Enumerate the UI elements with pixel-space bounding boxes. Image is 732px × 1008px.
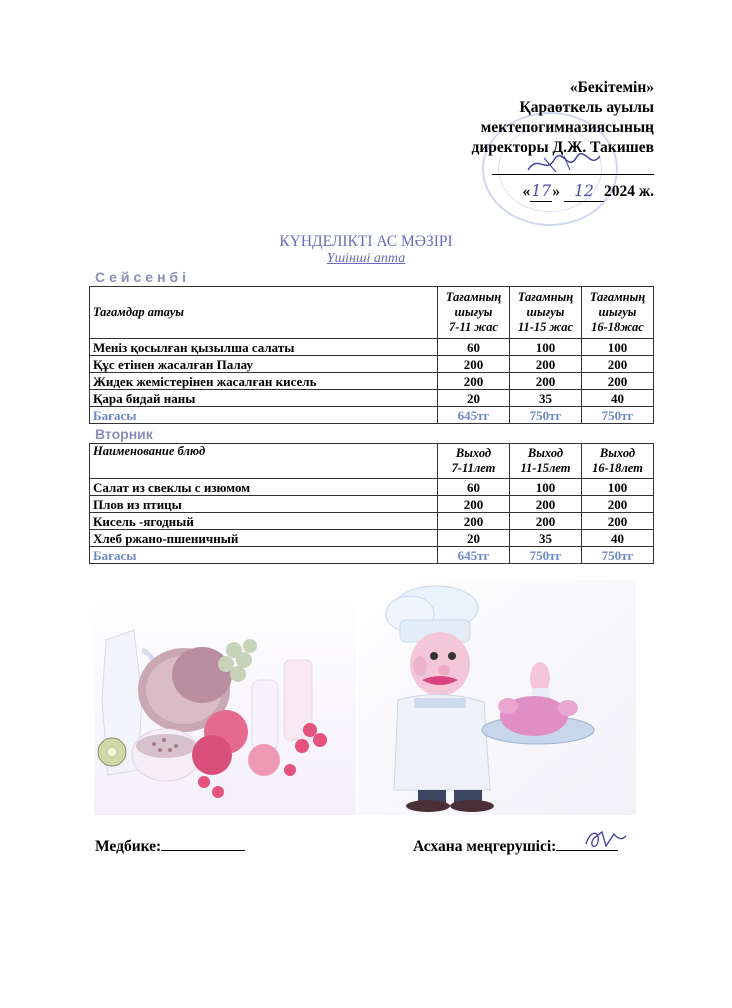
portion-value: 200 [510,373,582,390]
header-age-16-18: Тағамның шығуы 16-18жас [582,287,654,339]
table-row [90,530,654,547]
approval-village: Қараөткель ауылы [519,99,654,116]
approval-heading: «Бекітемін» [569,79,654,96]
portion-value: 200 [438,373,510,390]
portion-value: 100 [510,339,582,356]
portion-value: 200 [510,513,582,530]
header-age-16-18: Выход 16-18лет [582,444,654,479]
price-value: 645тг [438,407,510,424]
price-value: 750тг [510,547,582,564]
menu-table-kz [89,286,654,424]
table-row [90,373,654,390]
date-day: 17 [531,182,552,200]
header-dish-name: Тағамдар атауы [90,287,438,339]
header-age-11-15: Тағамның шығуы 11-15 жас [510,287,582,339]
portion-value: 35 [510,390,582,407]
price-label: Бағасы [90,547,438,564]
portion-value: 100 [582,479,654,496]
canteen-head-signature [580,826,630,852]
chef-illustration [358,580,636,815]
table-row [90,496,654,513]
dish-name: Салат из свеклы с изюмом [90,479,438,496]
food-illustration [94,580,356,815]
portion-value: 20 [438,530,510,547]
price-value: 750тг [582,407,654,424]
portion-value: 100 [510,479,582,496]
date-quote-close: » [552,183,560,200]
menu-title: КҮНДЕЛІКТІ АС МӘЗІРІ [279,233,453,250]
dish-name: Хлеб ржано-пшеничный [90,530,438,547]
portion-value: 60 [438,479,510,496]
dish-name: Плов из птицы [90,496,438,513]
table-row [90,390,654,407]
price-value: 750тг [510,407,582,424]
table-row [90,513,654,530]
table-header [90,444,654,479]
portion-value: 200 [438,356,510,373]
dish-name: Қара бидай наны [90,390,438,407]
director-signature [524,150,604,178]
table-row [90,339,654,356]
header-dish-name: Наименование блюд [90,444,438,479]
portion-value: 35 [510,530,582,547]
portion-value: 200 [582,513,654,530]
portion-value: 20 [438,390,510,407]
portion-value: 100 [582,339,654,356]
portion-value: 200 [582,356,654,373]
dish-name: Кисель -ягодный [90,513,438,530]
portion-value: 200 [582,496,654,513]
price-row [90,547,654,564]
portion-value: 200 [582,373,654,390]
price-label: Бағасы [90,407,438,424]
nurse-label: Медбике: [95,838,162,855]
dish-name: Жидек жемістерінен жасалған кисель [90,373,438,390]
nurse-signature-line [161,836,245,851]
portion-value: 40 [582,390,654,407]
portion-value: 40 [582,530,654,547]
portion-value: 200 [438,496,510,513]
week-label: Үшінші апта [326,251,406,266]
price-row [90,407,654,424]
portion-value: 200 [510,496,582,513]
menu-table-ru [89,443,654,564]
portion-value: 200 [510,356,582,373]
header-age-11-15: Выход 11-15лет [510,444,582,479]
price-value: 750тг [582,547,654,564]
table-row [90,479,654,496]
table-row [90,356,654,373]
dish-name: Құс етінен жасалған Палау [90,356,438,373]
approval-school: мектепогимназиясының [480,119,654,136]
portion-value: 200 [438,513,510,530]
approval-date [472,181,654,202]
header-age-7-11: Тағамның шығуы 7-11 жас [438,287,510,339]
date-year: 2024 ж. [604,183,654,200]
approval-director: директоры Д.Ж. Такишев [471,139,654,156]
canteen-label: Асхана меңгерушісі: [413,838,557,855]
portion-value: 60 [438,339,510,356]
nurse-signature [95,836,245,856]
table-header [90,287,654,339]
approval-block [472,78,654,202]
date-month: 12 [564,181,604,202]
header-age-7-11: Выход 7-11лет [438,444,510,479]
dish-name: Меніз қосылған қызылша салаты [90,339,438,356]
day-label-tuesday-kz: Сейсенбі [95,269,191,285]
day-label-tuesday-ru: Вторник [95,426,153,442]
price-value: 645тг [438,547,510,564]
date-quote-open: « [522,183,531,200]
